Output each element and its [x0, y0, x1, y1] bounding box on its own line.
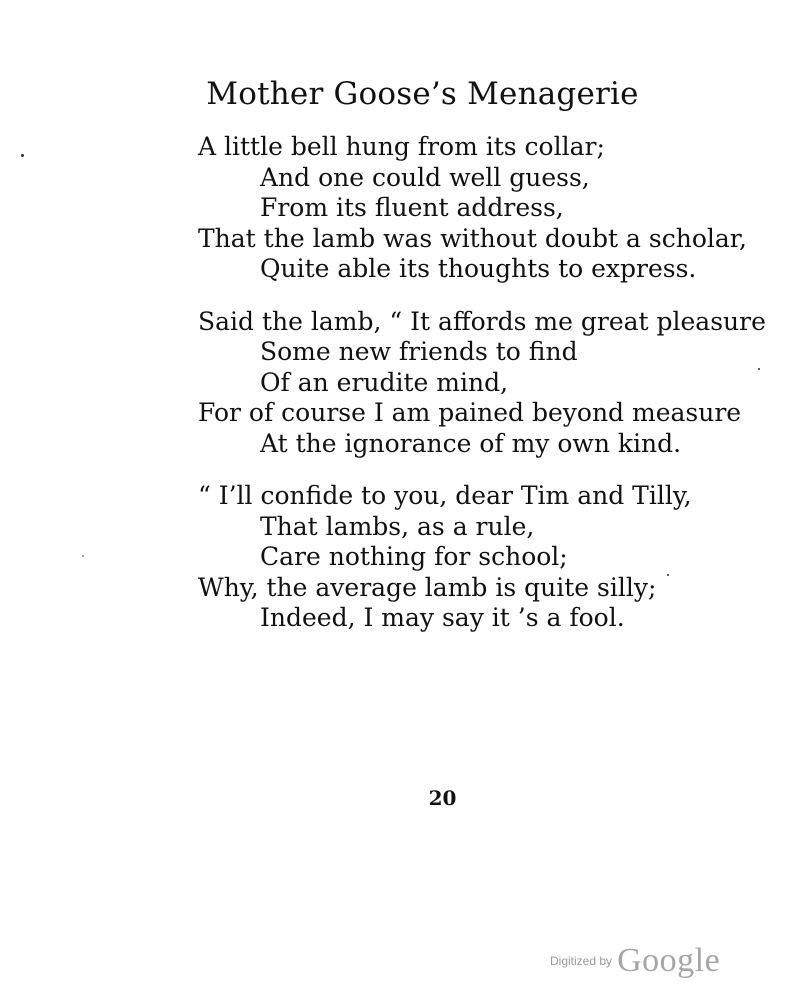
- poem-line: For of course I am pained beyond measure: [198, 398, 742, 427]
- poem-line: That the lamb was without doubt a scholar,: [198, 223, 747, 253]
- poem-line: At the ignorance of my own kind.: [260, 428, 682, 458]
- stanza-3: [198, 481, 758, 634]
- poem-line: Said the lamb, “ It affords me great pleasure: [198, 306, 766, 336]
- poem-line: A little bell hung from its collar;: [198, 132, 605, 161]
- stanza-1: [198, 132, 758, 285]
- scan-speck: [21, 154, 24, 157]
- poem-line: From its fluent address,: [260, 193, 564, 222]
- stanza-2: [198, 306, 766, 460]
- running-title: Mother Goose’s Menagerie: [206, 76, 639, 112]
- page-number: 20: [428, 786, 457, 810]
- poem-line: Quite able its thoughts to express.: [260, 254, 697, 283]
- poem-line: Care nothing for school;: [260, 542, 568, 571]
- poem-line: Of an erudite mind,: [260, 367, 509, 397]
- poem-line: And one could well guess,: [260, 162, 590, 192]
- poem-line: Indeed, I may say it ’s a fool.: [260, 603, 625, 632]
- digitized-by-label: Digitized by: [550, 954, 613, 968]
- poem-body: [198, 132, 766, 656]
- google-logo: Google: [617, 942, 721, 979]
- scan-speck: [758, 368, 760, 370]
- scan-speck: [667, 574, 669, 576]
- poem-line: “ I’ll confide to you, dear Tim and Tilly,: [198, 481, 692, 510]
- scan-speck: [82, 555, 84, 557]
- poem-line: Why, the average lamb is quite silly;: [198, 572, 657, 602]
- digitized-watermark: [550, 942, 720, 980]
- poem-line: Some new friends to find: [260, 337, 578, 366]
- poem-line: That lambs, as a rule,: [260, 511, 535, 541]
